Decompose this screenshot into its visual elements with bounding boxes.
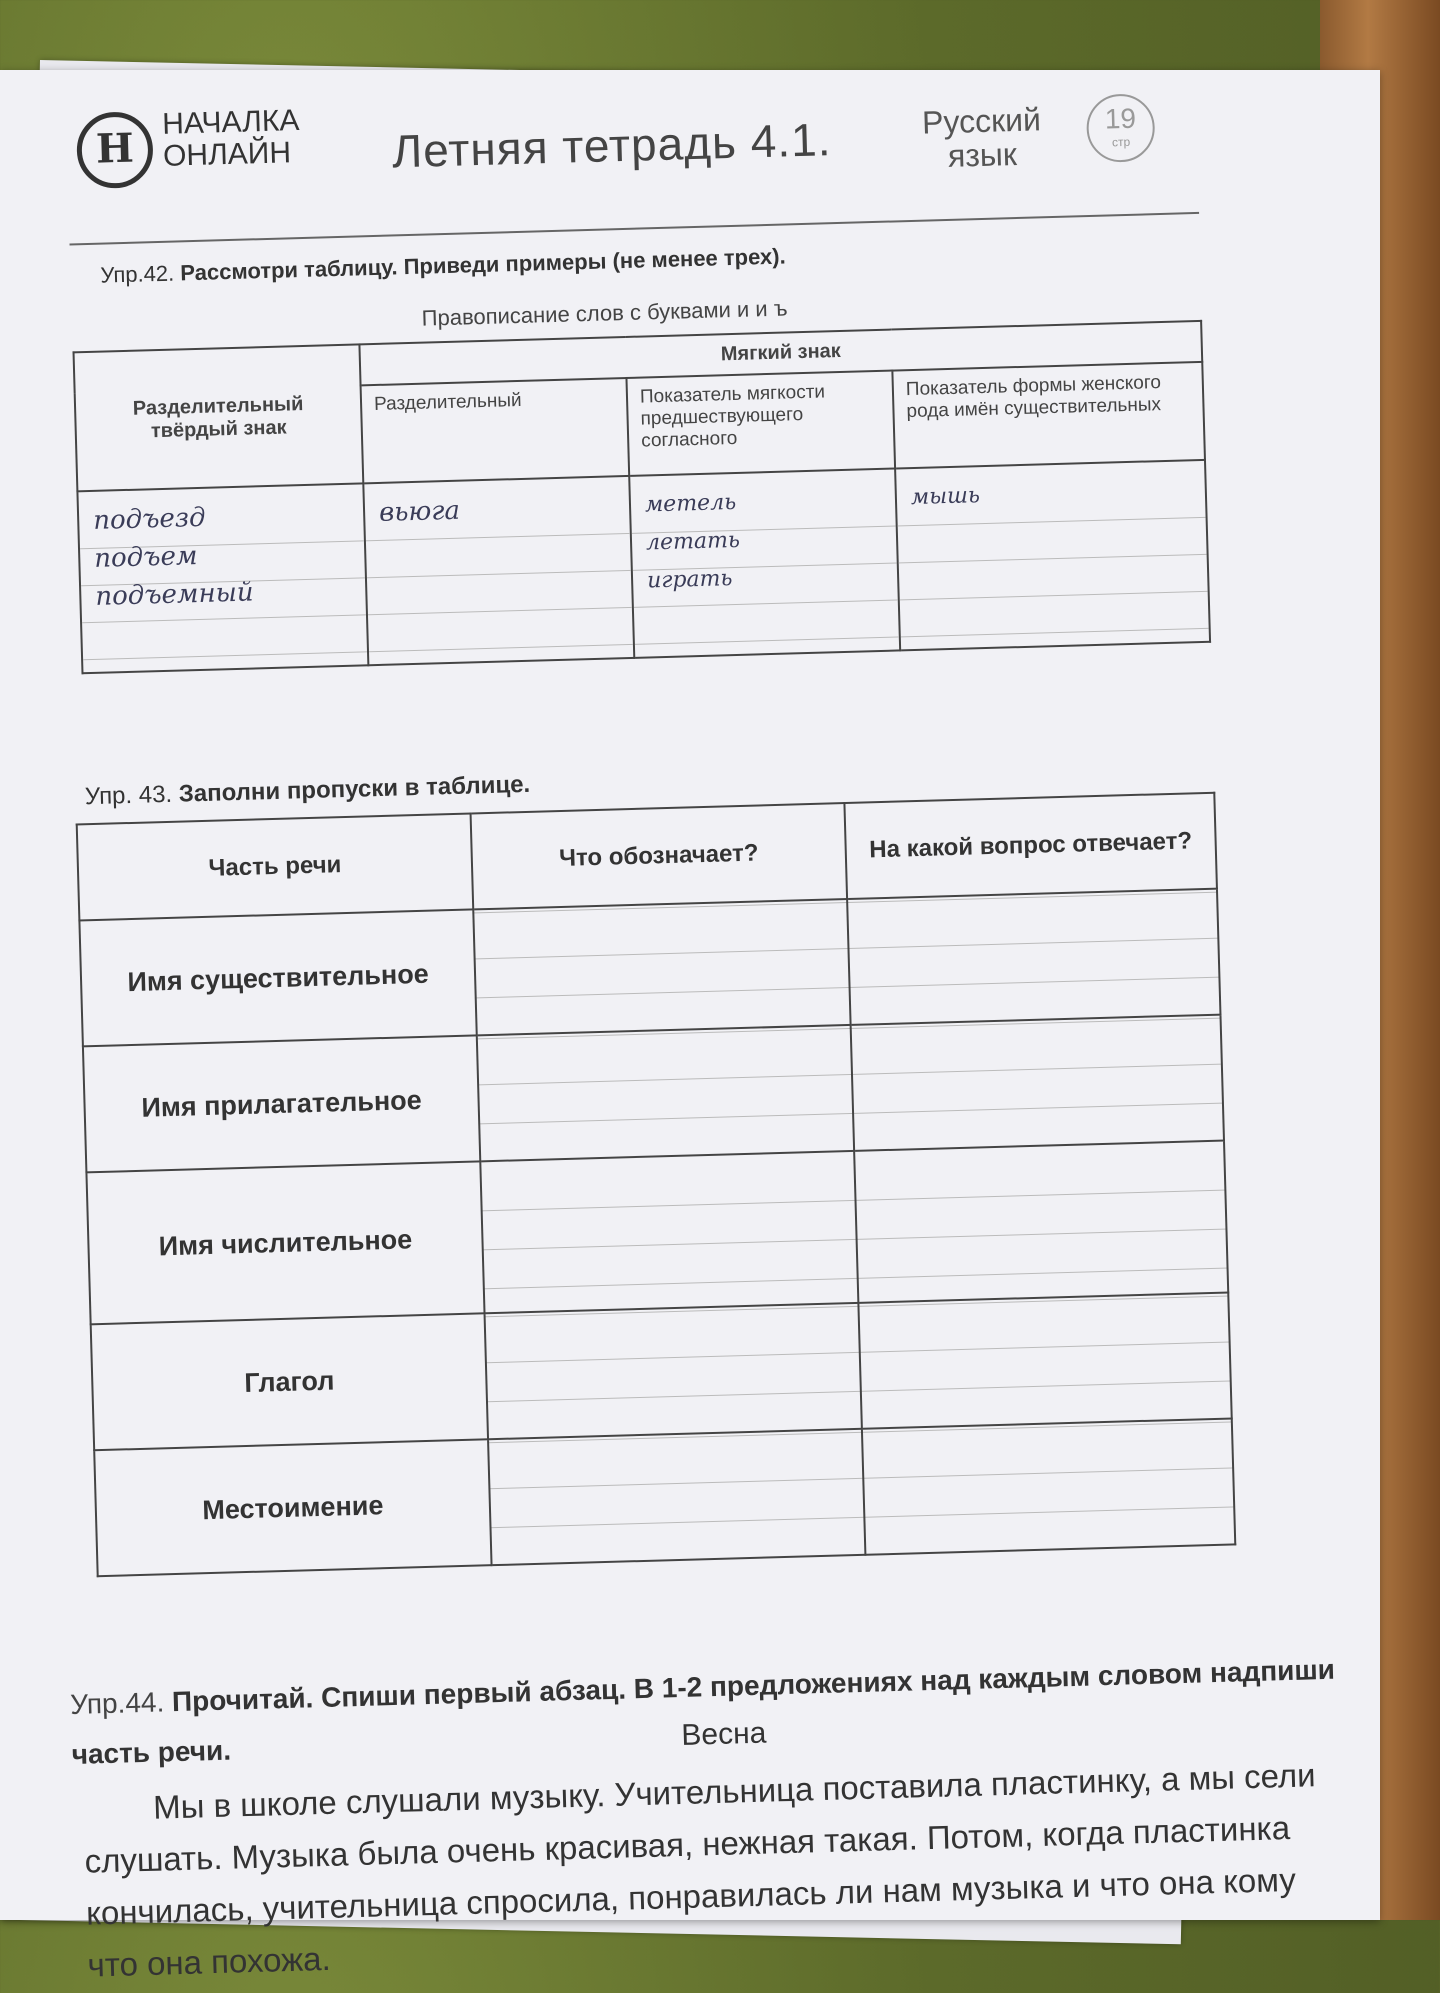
exercise-43-label: Упр. 43. (84, 780, 173, 811)
text-title: Весна (680, 1716, 767, 1752)
blank-answer-cell[interactable] (477, 1025, 854, 1161)
col-hard-sign: Разделительный твёрдый знак (74, 344, 364, 491)
parts-of-speech-table (76, 792, 1237, 1578)
worksheet-page (0, 70, 1380, 1984)
handwritten-answer: подъезд (92, 502, 206, 536)
col-part-of-speech: Часть речи (77, 813, 474, 920)
col-feminine: Показатель формы женского рода имён существительных (892, 362, 1205, 469)
page-header (76, 83, 1179, 224)
row-part-of-speech: Местоимение (94, 1439, 491, 1576)
col-separating: Разделительный (361, 378, 630, 483)
handwritten-answer: подъемный (94, 577, 254, 612)
handwritten-answer: летать (645, 527, 741, 556)
col-softness: Показатель мягкости предшествующего согласного (626, 371, 895, 476)
handwritten-answer: мышь (910, 483, 981, 511)
exercise-44-instruction: Прочитай. Спиши первый абзац. В 1-2 предложениях над каждым словом надпиши часть речи. (71, 1653, 1336, 1770)
col-question: На какой вопрос отвечает? (844, 793, 1217, 899)
logo-icon: Н (76, 111, 154, 189)
logo-text (162, 105, 301, 173)
exercise-43-title (85, 771, 531, 811)
page-content (0, 47, 1426, 1984)
row-part-of-speech: Глагол (91, 1313, 488, 1450)
row-part-of-speech: Имя числительное (86, 1161, 484, 1324)
blank-answer-cell[interactable] (473, 899, 850, 1035)
handwritten-answer: играть (646, 566, 733, 594)
subject-line-2: язык (947, 135, 1018, 174)
answers-feminine (895, 460, 1210, 651)
subject-name (896, 102, 1068, 175)
blank-answer-cell[interactable] (488, 1429, 865, 1565)
blank-answer-cell[interactable] (485, 1303, 862, 1439)
answers-hard-sign (77, 483, 368, 673)
exercise-42-label: Упр.42. (100, 260, 175, 288)
blank-answer-cell[interactable] (862, 1418, 1235, 1554)
group-soft-sign: Мягкий знак (359, 321, 1202, 385)
logo-line-2: ОНЛАЙН (162, 136, 292, 173)
page-number: 19 (1104, 102, 1137, 135)
exercise-43-instruction: Заполни пропуски в таблице. (178, 770, 531, 808)
col-meaning: Что обозначает? (471, 803, 848, 909)
exercise-44-label: Упр.44. (69, 1686, 165, 1721)
table-caption: Правописание слов с буквами и и ъ (421, 295, 788, 331)
subject-line-1: Русский (921, 101, 1042, 141)
blank-answer-cell[interactable] (480, 1151, 858, 1313)
page-number-badge (1086, 93, 1156, 163)
row-part-of-speech: Имя существительное (79, 909, 476, 1046)
blank-answer-cell[interactable] (851, 1015, 1224, 1151)
handwritten-answer: вьюга (378, 495, 461, 528)
page-suffix: стр (1111, 134, 1131, 150)
row-part-of-speech: Имя прилагательное (83, 1035, 480, 1172)
blank-answer-cell[interactable] (847, 889, 1220, 1025)
blank-answer-cell[interactable] (854, 1141, 1228, 1303)
handwritten-answer: подъем (93, 541, 198, 574)
logo-line-1: НАЧАЛКА (161, 104, 300, 141)
exercise-42-instruction: Рассмотри таблицу. Приведи примеры (не менее трех). (179, 243, 786, 286)
spelling-table (73, 320, 1212, 674)
blank-answer-cell[interactable] (858, 1293, 1231, 1429)
exercise-42-title (100, 243, 786, 288)
handwritten-answer: метель (644, 489, 737, 518)
reading-passage: Мы в школе слушали музыку. Учительница поставила пластинку, а мы сели слушать. Музыка была очень красивая, нежная такая. Потом, когда пластинка кончилась, учительница спросила, понравилась ли нам музыка и что она кому что она похожа. (84, 1756, 1317, 1984)
answers-softness (629, 469, 900, 658)
answers-separating (363, 476, 634, 665)
workbook-title: Летняя тетрадь 4.1. (391, 113, 833, 178)
